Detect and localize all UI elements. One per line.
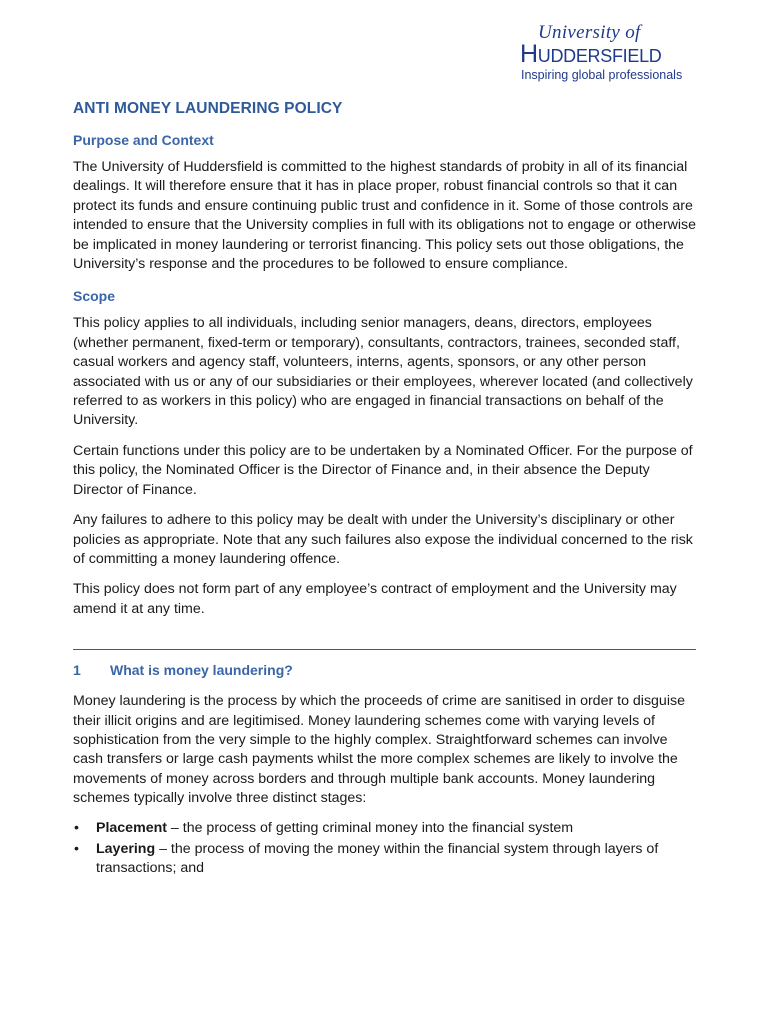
bullet-icon: • xyxy=(74,819,79,836)
heading-purpose: Purpose and Context xyxy=(73,132,214,148)
paragraph-scope-1: This policy applies to all individuals, including senior managers, deans, directors, employees (whether permanent, fixed-term or temporary), consultants, contractors, trainees, seconded staff, casual workers and agency staff, volunteers, interns, agents, sponsors, or any other person associated with us or any of our subsidiaries or their employees, wherever located (and collectively referred to as workers in this policy) who are engaged in financial transactions on behalf of the University. xyxy=(73,315,693,429)
heading-section-1 xyxy=(73,662,698,678)
paragraph-scope-4: This policy does not form part of any employee’s contract of employment and the University may amend it at any time. xyxy=(73,581,677,617)
heading-scope: Scope xyxy=(73,288,116,305)
list-item-text: – the process of moving the money within the financial system through layers of transactions; and xyxy=(96,840,659,877)
paragraph-section-1: Money laundering is the process by which the proceeds of crime are sanitised in order to disguise their illicit origins and are legitimised. Money laundering schemes come with varying levels of sophistication from the very simple to the highly complex. Straightforward schemes can involve cash transfers or large cash payments whilst the more complex schemes are likely to involve the movements of money across borders and through multiple bank accounts. Money laundering schemes typically involve three distinct stages: xyxy=(73,693,685,807)
list-item-text: – the process of getting criminal money into the financial system xyxy=(166,819,574,836)
document-title: ANTI MONEY LAUNDERING POLICY xyxy=(73,100,343,117)
list-item xyxy=(73,840,698,879)
bullet-icon: • xyxy=(74,840,79,857)
section-divider xyxy=(73,649,696,650)
list-item xyxy=(73,819,698,838)
paragraph-scope-2: Certain functions under this policy are to be undertaken by a Nominated Officer. For the purpose of this policy, the Nominated Officer is the Director of Finance and, in their absence the Deputy Director of Finance. xyxy=(73,442,693,498)
logo-university-of: University of xyxy=(538,22,641,43)
document-body xyxy=(73,100,698,881)
logo-tagline: Inspiring global professionals xyxy=(521,68,683,82)
stages-list xyxy=(73,819,698,879)
paragraph-scope-3: Any failures to adhere to this policy may be dealt with under the University’s disciplinary or other policies as appropriate. Note that any such failures also expose the individual concerned to the risk of committing a money laundering offence. xyxy=(73,512,693,567)
section-1-title: What is money laundering? xyxy=(110,662,293,679)
list-item-term: Layering xyxy=(96,840,156,857)
section-1-number: 1 xyxy=(73,662,81,679)
list-item-term: Placement xyxy=(96,819,167,836)
paragraph-purpose: The University of Huddersfield is committed to the highest standards of probity in all of its financial dealings. It will therefore ensure that it has in place proper, robust financial controls so that it can protect its funds and ensure continuing public trust and confidence in it. Some of those controls are intended to ensure that the University complies in full with its obligations not to engage or otherwise be implicated in money laundering or terrorist financing. This policy sets out those obligations, the University’s response and the procedures to be followed to ensure compliance. xyxy=(73,159,697,273)
logo-huddersfield: Huddersfield xyxy=(520,40,662,68)
